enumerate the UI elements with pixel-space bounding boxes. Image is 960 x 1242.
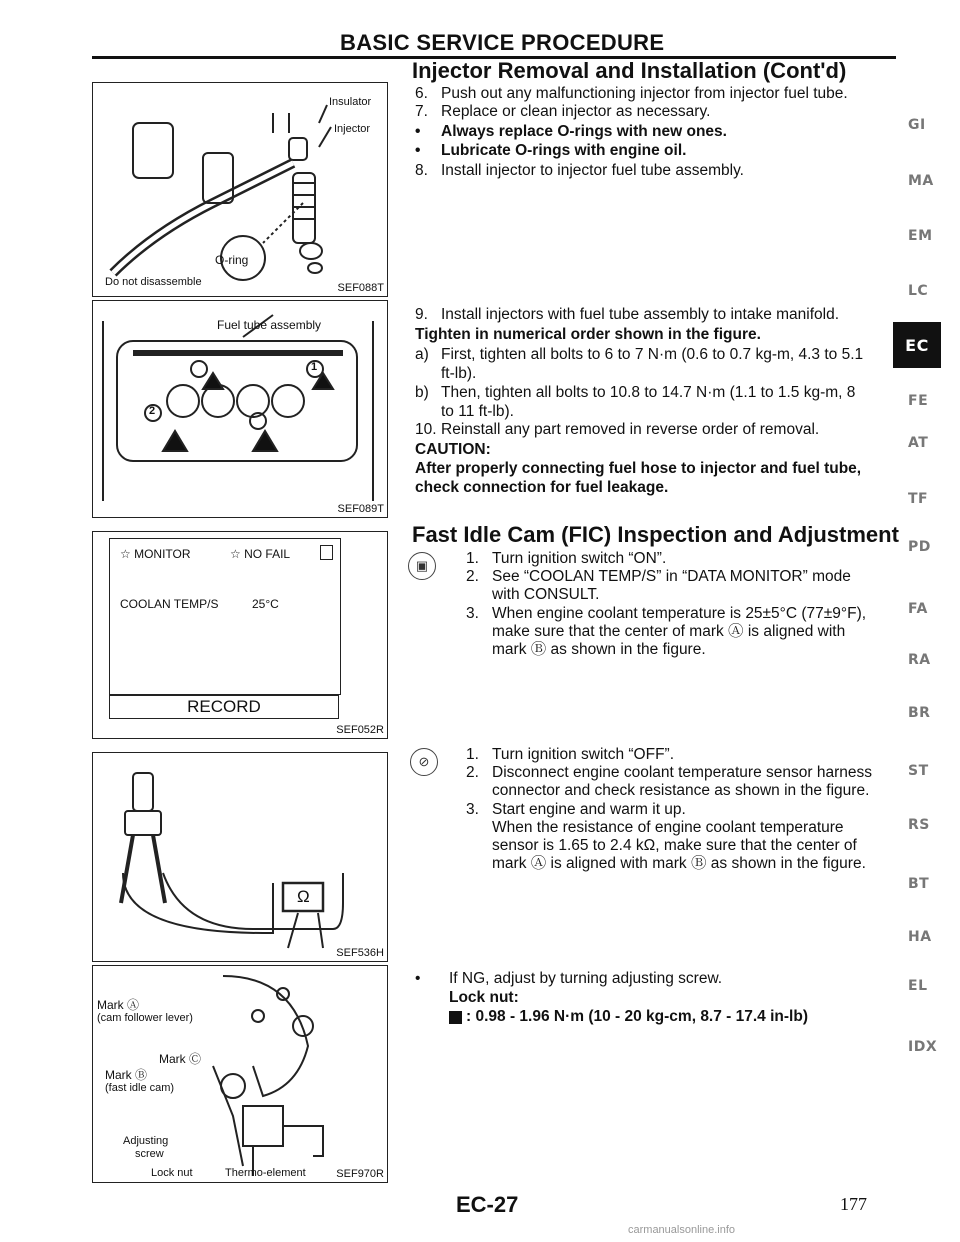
side-tab[interactable]: RA <box>908 652 931 668</box>
page-code: EC-27 <box>456 1192 519 1217</box>
side-tab[interactable]: RS <box>908 817 930 833</box>
figure-code: SEF970R <box>336 1168 384 1180</box>
label-screw: screw <box>135 1148 164 1160</box>
label-fuel-tube-assembly: Fuel tube assembly <box>217 318 322 332</box>
label-fast-idle-cam: (fast idle cam) <box>105 1082 175 1094</box>
figure-resistance-check <box>92 752 388 962</box>
list-item-continuation: ft-lb). <box>441 365 477 382</box>
no-fail-label: ☆ NO FAIL <box>230 547 291 561</box>
watermark: carmanualsonline.info <box>628 1224 736 1236</box>
list-item-continuation: with CONSULT. <box>492 586 600 603</box>
side-tab[interactable]: TF <box>908 491 929 507</box>
tester-icon: ⊘ <box>410 748 438 776</box>
label-lock-nut: Lock nut <box>151 1167 193 1179</box>
side-tab[interactable]: FE <box>908 393 929 409</box>
side-tab[interactable]: BT <box>908 876 930 892</box>
label-thermo-element: Thermo-element <box>225 1167 306 1179</box>
label-mark-a: Mark Ⓐ <box>97 998 140 1012</box>
side-tab[interactable]: LC <box>908 283 929 299</box>
side-tab[interactable]: EL <box>908 978 928 994</box>
label-do-not-disassemble: Do not disassemble <box>105 276 202 288</box>
resistance-check-drawing <box>93 753 386 960</box>
page-number: 177 <box>840 1194 867 1214</box>
lock-nut-label: Lock nut: <box>449 989 519 1006</box>
side-tab-active[interactable]: EC <box>893 322 941 368</box>
tighten-instruction: Tighten in numerical order shown in the figure. <box>415 326 761 343</box>
figure-consult-monitor <box>92 531 388 739</box>
side-tab[interactable]: GI <box>908 117 926 133</box>
list-item-continuation: sensor is 1.65 to 2.4 kΩ, make sure that the center of <box>492 837 857 854</box>
page-header: BASIC SERVICE PROCEDURE <box>340 30 665 55</box>
figure-injector-exploded <box>92 82 388 297</box>
side-tab[interactable]: AT <box>908 435 929 451</box>
side-tab[interactable]: PD <box>908 539 931 555</box>
label-cam-follower-lever: (cam follower lever) <box>97 1012 193 1024</box>
list-item-continuation: make sure that the center of mark Ⓐ is aligned with <box>492 623 846 640</box>
monitor-label: ☆ MONITOR <box>120 547 191 561</box>
label-bolt-order-2: 2 <box>149 405 156 417</box>
list-item-continuation: mark Ⓑ as shown in the figure. <box>492 641 706 658</box>
monitor-screen <box>109 538 341 695</box>
label-adjusting: Adjusting <box>123 1135 169 1147</box>
coolan-temp-label: COOLAN TEMP/S <box>120 597 219 611</box>
consult-icon: ▣ <box>408 552 436 580</box>
fuel-tube-assembly-drawing <box>93 301 386 516</box>
section-title-injector: Injector Removal and Installation (Cont'd) <box>412 58 847 83</box>
lock-nut-spec: : 0.98 - 1.96 N·m (10 - 20 kg-cm, 8.7 - 17.4 in-lb) <box>466 1008 808 1025</box>
side-tab[interactable]: ST <box>908 763 929 779</box>
label-oring: O-ring <box>215 253 249 267</box>
section-title-fic: Fast Idle Cam (FIC) Inspection and Adjustment <box>412 522 899 547</box>
side-tab[interactable]: IDX <box>908 1039 938 1055</box>
list-item-continuation: to 11 ft-lb). <box>441 403 514 420</box>
list-item-continuation: connector and check resistance as shown in the figure. <box>492 782 870 799</box>
label-injector: Injector <box>334 123 371 135</box>
figure-code: SEF536H <box>336 947 384 959</box>
figure-code: SEF052R <box>336 724 384 736</box>
label-mark-b: Mark Ⓑ <box>105 1068 148 1082</box>
caution-label: CAUTION: <box>415 441 491 458</box>
caution-text: After properly connecting fuel hose to injector and fuel tube, <box>415 460 862 477</box>
figure-code: SEF088T <box>337 282 384 294</box>
side-tab[interactable]: FA <box>908 601 928 617</box>
torque-wrench-icon <box>449 1011 462 1024</box>
label-insulator: Insulator <box>329 96 372 108</box>
ohm-icon: Ω <box>297 887 310 906</box>
figure-code: SEF089T <box>337 503 384 515</box>
label-bolt-order-1: 1 <box>311 361 318 373</box>
checkbox-icon <box>320 545 333 560</box>
caution-text: check connection for fuel leakage. <box>415 479 669 496</box>
label-mark-c: Mark Ⓒ <box>159 1052 202 1066</box>
side-tab[interactable]: BR <box>908 705 931 721</box>
side-tab[interactable]: EM <box>908 228 933 244</box>
list-item-continuation: When the resistance of engine coolant temperature <box>492 819 844 836</box>
side-tab[interactable]: HA <box>908 929 932 945</box>
list-item-continuation: mark Ⓐ is aligned with mark Ⓑ as shown in the figure. <box>492 855 866 872</box>
figure-fic-marks <box>92 965 388 1183</box>
coolan-temp-value: 25°C <box>252 597 279 611</box>
figure-fuel-tube-assembly <box>92 300 388 518</box>
record-button: RECORD <box>109 695 339 719</box>
side-tab[interactable]: MA <box>908 173 934 189</box>
